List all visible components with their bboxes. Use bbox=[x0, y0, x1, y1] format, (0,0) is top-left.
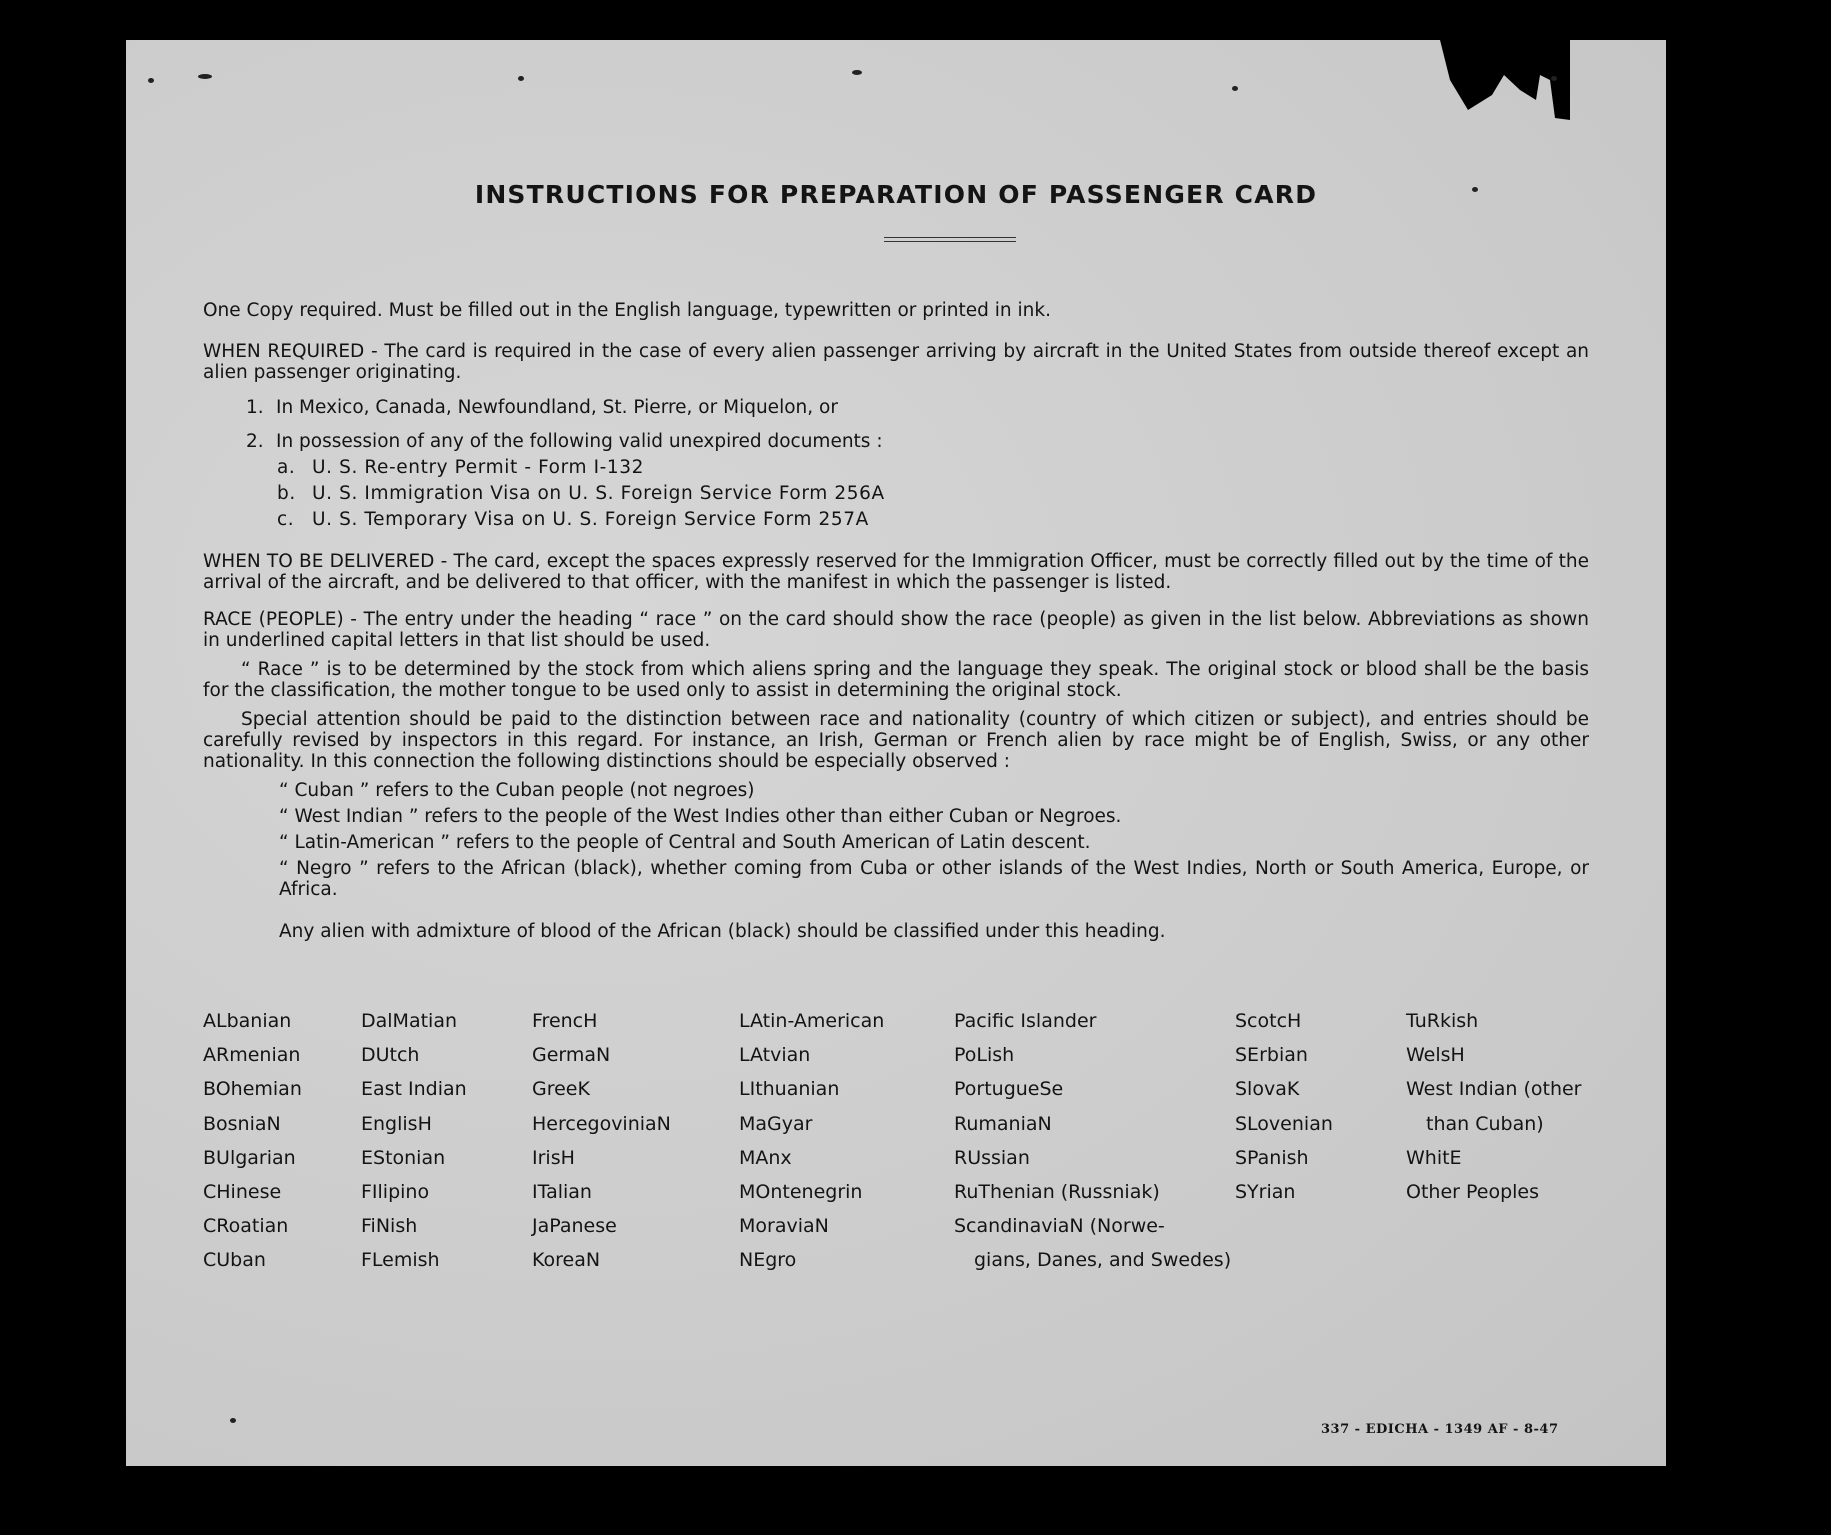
race-entry: FiNish bbox=[361, 1215, 418, 1238]
race-entry: MAnx bbox=[739, 1146, 792, 1169]
when-required-paragraph bbox=[203, 341, 1589, 383]
race-column bbox=[532, 1004, 671, 1278]
race-entry: CUban bbox=[203, 1249, 266, 1272]
race-entry: FrencH bbox=[532, 1010, 598, 1032]
race-entry: East Indian bbox=[361, 1078, 467, 1101]
race-paragraph bbox=[203, 609, 1589, 651]
race-column bbox=[739, 1004, 884, 1278]
race-entry: DUtch bbox=[361, 1044, 420, 1067]
race-entry: ScandinaviaN (Norwe- bbox=[954, 1215, 1165, 1238]
race-entry: LIthuanian bbox=[739, 1078, 840, 1101]
race-entry: GreeK bbox=[532, 1078, 590, 1101]
race-entry: SYrian bbox=[1235, 1181, 1296, 1204]
form-number: 337 - EDICHA - 1349 AF - 8-47 bbox=[1321, 1422, 1559, 1437]
race-entry: PoLish bbox=[954, 1044, 1015, 1067]
when-delivered-heading: WHEN TO BE DELIVERED - bbox=[203, 551, 448, 572]
race-entry: GermaN bbox=[532, 1044, 611, 1067]
race-heading: RACE (PEOPLE) - bbox=[203, 609, 357, 630]
passenger-card-page bbox=[126, 40, 1666, 1466]
race-entry: EStonian bbox=[361, 1146, 446, 1169]
race-entry: EnglisH bbox=[361, 1112, 432, 1135]
race-column bbox=[1235, 1004, 1333, 1209]
sub-list-item: a. U. S. Re-entry Permit - Form I-132 bbox=[277, 457, 645, 478]
race-entry: ScotcH bbox=[1235, 1010, 1302, 1032]
race-entry: BosniaN bbox=[203, 1112, 281, 1135]
race-entry: SErbian bbox=[1235, 1044, 1308, 1067]
distinction-item: “ Cuban ” refers to the Cuban people (not negroes) bbox=[279, 780, 755, 801]
distinction-item: “ Negro ” refers to the African (black), whether coming from Cuba or other islands of the West Indies, North or South America, Europe, or Africa. bbox=[279, 858, 1589, 900]
race-entry: NEgro bbox=[739, 1249, 797, 1272]
torn-corner bbox=[1440, 40, 1570, 120]
race-entry: West Indian (other bbox=[1406, 1078, 1582, 1101]
race-entry: ALbanian bbox=[203, 1010, 292, 1032]
race-entry: MOntenegrin bbox=[739, 1181, 863, 1204]
race-definition-paragraph: “ Race ” is to be determined by the stock from which aliens spring and the language they speak. The original stock or blood shall be the basis for the classification, the mother tongue to be used only to assist in determining the original stock. bbox=[203, 659, 1589, 701]
race-nationality-paragraph: Special attention should be paid to the distinction between race and nationality (country of which citizen or subject), and entries should be carefully revised by inspectors in this regard. For instance, an Irish, German or French alien by race might be of English, Swiss, or any other nationality. In this connection the following distinctions should be especially observed : bbox=[203, 709, 1589, 772]
sub-list-item: c. U. S. Temporary Visa on U. S. Foreign Service Form 257A bbox=[277, 509, 869, 530]
race-column bbox=[1406, 1004, 1582, 1209]
race-column bbox=[361, 1004, 467, 1278]
when-required-heading: WHEN REQUIRED - bbox=[203, 341, 378, 362]
race-entry: HercegoviniaN bbox=[532, 1112, 671, 1135]
race-entry: TuRkish bbox=[1406, 1010, 1479, 1032]
race-entry: ARmenian bbox=[203, 1044, 301, 1067]
closing-text: Any alien with admixture of blood of the African (black) should be classified under this heading. bbox=[279, 921, 1166, 942]
race-entry: FIlipino bbox=[361, 1181, 430, 1204]
race-entry: IrisH bbox=[532, 1146, 575, 1169]
race-entry: CRoatian bbox=[203, 1215, 289, 1238]
when-required-text: The card is required in the case of every alien passenger arriving by aircraft in the United States from outside thereof except an alien passenger originating. bbox=[203, 341, 1590, 383]
when-delivered-text: The card, except the spaces expressly reserved for the Immigration Officer, must be correctly filled out by the time of the arrival of the aircraft, and be delivered to that officer, with the manifest in which the passenger is listed. bbox=[203, 551, 1589, 593]
intro-text: One Copy required. Must be filled out in the English language, typewritten or printed in ink. bbox=[203, 300, 1051, 321]
race-entry: KoreaN bbox=[532, 1249, 601, 1272]
race-entry: WhitE bbox=[1406, 1146, 1462, 1169]
race-entry: RuThenian (Russniak) bbox=[954, 1181, 1160, 1204]
when-delivered-paragraph bbox=[203, 551, 1589, 593]
race-entry: WelsH bbox=[1406, 1044, 1465, 1067]
distinction-item: “ West Indian ” refers to the people of the West Indies other than either Cuban or Negroes. bbox=[279, 806, 1122, 827]
race-entry: LAtvian bbox=[739, 1044, 811, 1067]
list-item: 2. In possession of any of the following valid unexpired documents : bbox=[246, 431, 883, 452]
race-entry: DalMatian bbox=[361, 1010, 458, 1032]
race-entry: Other Peoples bbox=[1406, 1181, 1540, 1204]
race-entry: SPanish bbox=[1235, 1146, 1309, 1169]
race-column bbox=[954, 1004, 1231, 1278]
race-entry: SLovenian bbox=[1235, 1112, 1333, 1135]
race-entry: gians, Danes, and Swedes) bbox=[974, 1249, 1232, 1272]
distinction-item: “ Latin-American ” refers to the people of Central and South American of Latin descent. bbox=[279, 832, 1091, 853]
race-entry: RumaniaN bbox=[954, 1112, 1052, 1135]
sub-list-item: b. U. S. Immigration Visa on U. S. Foreign Service Form 256A bbox=[277, 483, 885, 504]
race-entry: ITalian bbox=[532, 1181, 592, 1204]
race-entry: than Cuban) bbox=[1426, 1112, 1544, 1135]
race-entry: Pacific Islander bbox=[954, 1010, 1097, 1032]
race-column bbox=[203, 1004, 302, 1278]
race-entry: MaGyar bbox=[739, 1112, 813, 1135]
race-text: The entry under the heading “ race ” on the card should show the race (people) as given in the list below. Abbreviations as shown in underlined capital letters in that list should be used. bbox=[203, 609, 1589, 651]
race-entry: SlovaK bbox=[1235, 1078, 1300, 1101]
race-entry: PortugueSe bbox=[954, 1078, 1064, 1101]
race-entry: BOhemian bbox=[203, 1078, 302, 1101]
list-item: 1. In Mexico, Canada, Newfoundland, St. Pierre, or Miquelon, or bbox=[246, 397, 838, 418]
race-entry: LAtin-American bbox=[739, 1010, 885, 1032]
race-entry: MoraviaN bbox=[739, 1215, 829, 1238]
race-entry: CHinese bbox=[203, 1181, 282, 1204]
race-entry: RUssian bbox=[954, 1146, 1030, 1169]
page-title: INSTRUCTIONS FOR PREPARATION OF PASSENGER CARD bbox=[474, 180, 1318, 209]
race-entry: BUlgarian bbox=[203, 1146, 296, 1169]
race-entry: FLemish bbox=[361, 1249, 440, 1272]
race-entry: JaPanese bbox=[532, 1215, 617, 1238]
title-rule bbox=[884, 237, 1016, 242]
